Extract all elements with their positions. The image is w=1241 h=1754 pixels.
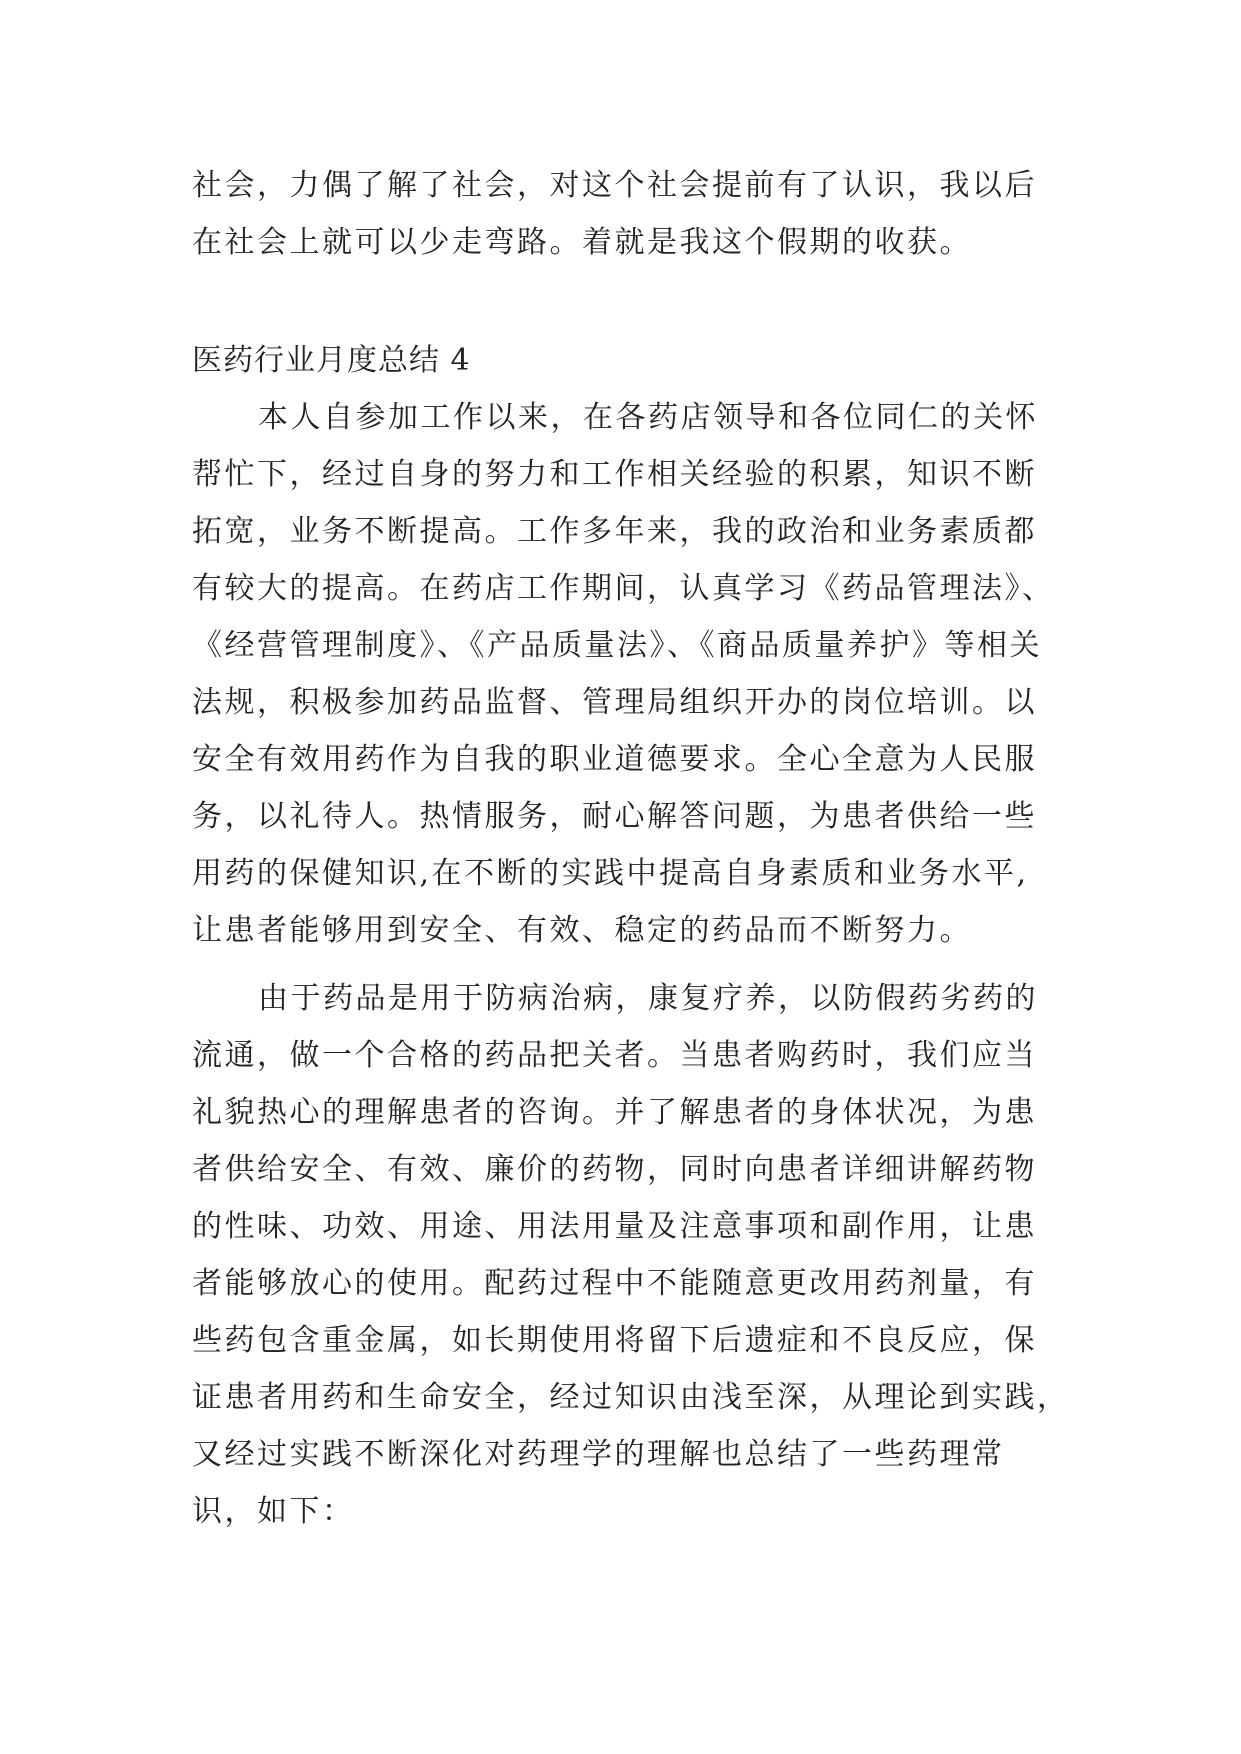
- paragraph-line: 由于药品是用于防病治病，康复疗养，以防假药劣药的: [258, 981, 1038, 1016]
- paragraph-line: 拓宽，业务不断提高。工作多年来，我的政治和业务素质都: [192, 514, 1037, 549]
- paragraph-line: 安全有效用药作为自我的职业道德要求。全心全意为人民服: [192, 742, 1037, 777]
- paragraph-line: 识，如下：: [192, 1494, 355, 1529]
- paragraph-line: 者能够放心的使用。配药过程中不能随意更改用药剂量，有: [192, 1266, 1037, 1301]
- paragraph-line: 又经过实践不断深化对药理学的理解也总结了一些药理常: [192, 1437, 1005, 1472]
- paragraph-line: 帮忙下，经过自身的努力和工作相关经验的积累，知识不断: [192, 457, 1037, 492]
- paragraph-line: 《经营管理制度》、《产品质量法》、《商品质量养护》等相关: [192, 628, 1042, 663]
- paragraph-line: 务，以礼待人。热情服务，耐心解答问题，为患者供给一些: [192, 799, 1037, 834]
- paragraph-line: 用药的保健知识,在不断的实践中提高自身素质和业务水平,: [192, 856, 1029, 891]
- paragraph-line: 些药包含重金属，如长期使用将留下后遗症和不良反应，保: [192, 1323, 1037, 1358]
- paragraph-line: 流通，做一个合格的药品把关者。当患者购药时，我们应当: [192, 1038, 1037, 1073]
- paragraph-line: 本人自参加工作以来，在各药店领导和各位同仁的关怀: [258, 400, 1038, 435]
- paragraph-line: 者供给安全、有效、廉价的药物，同时向患者详细讲解药物: [192, 1152, 1037, 1187]
- paragraph-line: 的性味、功效、用途、用法用量及注意事项和副作用，让患: [192, 1209, 1037, 1244]
- intro-line: 社会，力偶了解了社会，对这个社会提前有了认识，我以后: [192, 168, 1037, 203]
- paragraph-line: 让患者能够用到安全、有效、稳定的药品而不断努力。: [192, 913, 972, 948]
- intro-line: 在社会上就可以少走弯路。着就是我这个假期的收获。: [192, 225, 972, 260]
- paragraph-line: 法规，积极参加药品监督、管理局组织开办的岗位培训。以: [192, 685, 1037, 720]
- paragraph-line: 有较大的提高。在药店工作期间，认真学习《药品管理法》、: [192, 571, 1055, 606]
- section-title: 医药行业月度总结 4: [192, 343, 471, 378]
- paragraph-line: 礼貌热心的理解患者的咨询。并了解患者的身体状况，为患: [192, 1095, 1037, 1130]
- paragraph-line: 证患者用药和生命安全，经过知识由浅至深，从理论到实践，: [192, 1380, 1070, 1415]
